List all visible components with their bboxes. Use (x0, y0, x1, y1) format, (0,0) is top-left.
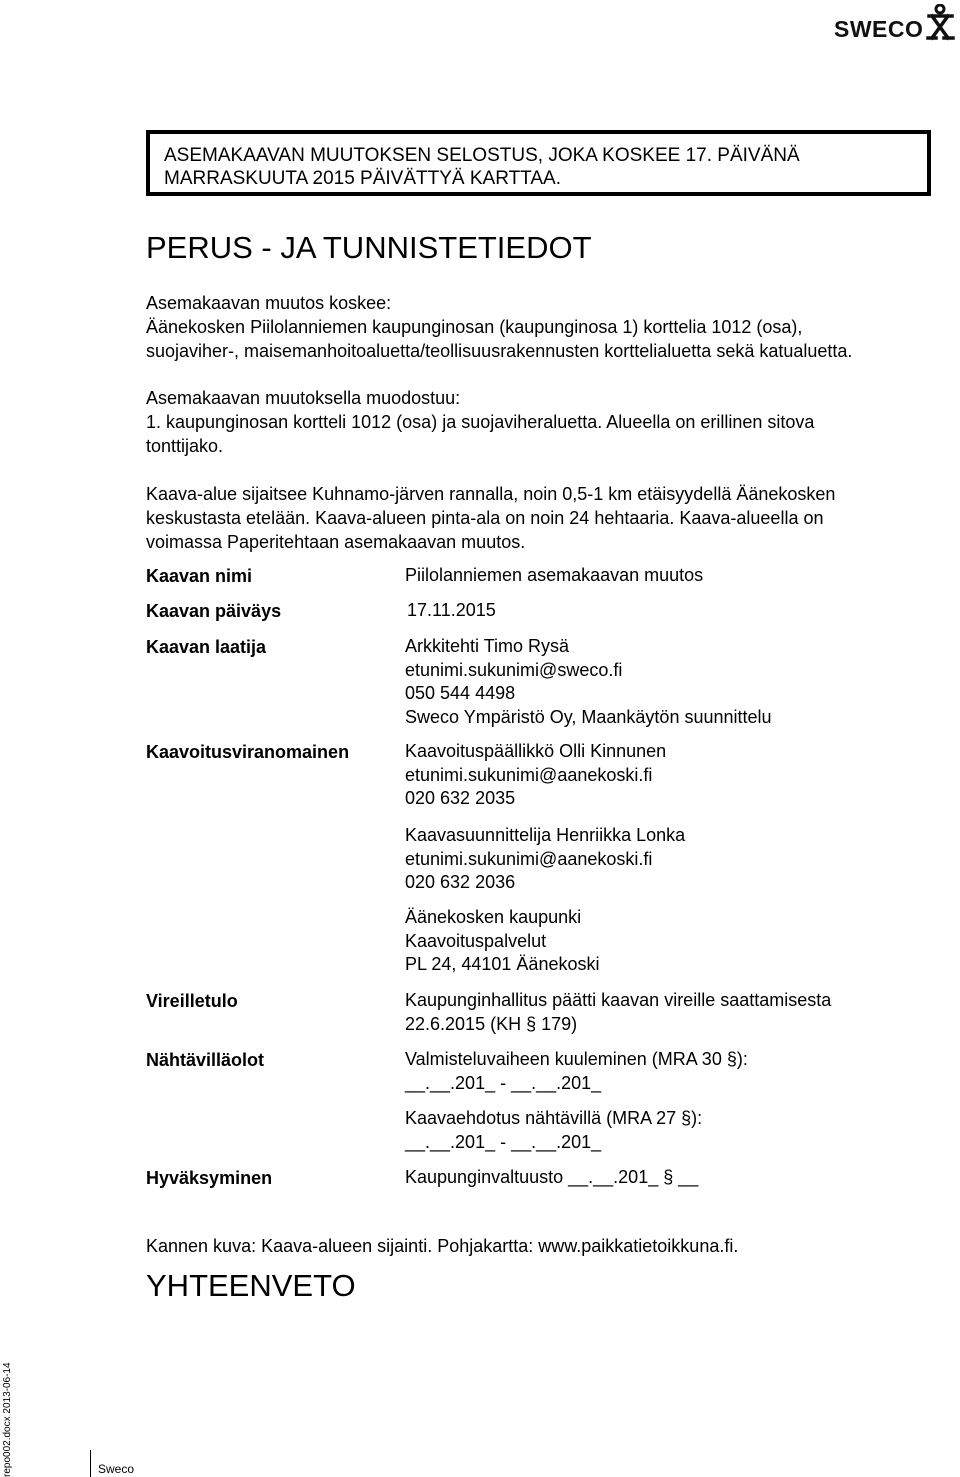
section-plan-scope (146, 291, 926, 363)
authority-block-3 (405, 906, 599, 977)
display-1-line-1: Valmisteluvaiheen kuuleminen (MRA 30 §): (405, 1049, 748, 1069)
authority-1-name: Kaavoituspäällikkö Olli Kinnunen (405, 741, 667, 761)
initiation-block (405, 989, 831, 1036)
plan-date-label: Kaavan päiväys (146, 601, 282, 621)
document-id-side-text: repo002.docx 2013-06-14 (2, 1362, 13, 1477)
author-email: etunimi.sukunimi@sweco.fi (405, 659, 623, 680)
sweco-logo (834, 4, 956, 42)
plan-author-label: Kaavan laatija (146, 637, 267, 657)
display-label: Nähtävilläolot (146, 1050, 265, 1070)
footer-divider (90, 1450, 91, 1477)
scope-line-1: Asemakaavan muutos koskee: (146, 293, 392, 313)
notice-line-1: ASEMAKAAVAN MUUTOKSEN SELOSTUS, JOKA KOSKEE 17. PÄIVÄNÄ (164, 145, 800, 166)
location-line-2: keskustasta etelään. Kaava-alueen pinta-ala on noin 24 hehtaaria. Kaava-alueella on (146, 508, 824, 528)
initiation-line-1: Kaupunginhallitus päätti kaavan vireille saattamisesta (405, 990, 832, 1010)
notice-line-2: MARRASKUUTA 2015 PÄIVÄTTYÄ KARTTAA. (164, 168, 562, 189)
plan-author-block (405, 635, 772, 729)
authority-3-address: PL 24, 44101 Äänekoski (405, 954, 600, 974)
initiation-line-2: 22.6.2015 (KH § 179) (405, 1013, 578, 1034)
authority-3-dept: Kaavoituspalvelut (405, 930, 547, 951)
cover-caption (146, 1234, 926, 1258)
authority-2-phone: 020 632 2036 (405, 872, 516, 892)
formation-line-1: Asemakaavan muutoksella muodostuu: (146, 388, 461, 408)
display-2-line-2: __.__.201_ - __.__.201_ (405, 1131, 602, 1152)
summary-heading: YHTEENVETO (146, 1268, 356, 1303)
plan-name-value: Piilolanniemen asemakaavan muutos (405, 565, 704, 585)
authority-1-phone: 020 632 2035 (405, 788, 516, 808)
authority-2-name: Kaavasuunnittelija Henriikka Lonka (405, 825, 686, 845)
approval-value: Kaupunginvaltuusto __.__.201_ § __ (405, 1167, 699, 1187)
logo-text: SWECO (834, 16, 924, 42)
author-name: Arkkitehti Timo Rysä (405, 636, 570, 656)
display-2-line-1: Kaavaehdotus nähtävillä (MRA 27 §): (405, 1108, 703, 1128)
authority-1-email: etunimi.sukunimi@aanekoski.fi (405, 764, 653, 785)
author-company: Sweco Ympäristö Oy, Maankäytön suunnittelu (405, 706, 772, 727)
authority-3-org: Äänekosken kaupunki (405, 907, 582, 927)
formation-line-2: 1. kaupunginosan kortteli 1012 (osa) ja suojaviheraluetta. Alueella on erillinen sitova (146, 412, 815, 432)
scope-line-2: Äänekosken Piilolanniemen kaupunginosan (kaupunginosa 1) korttelia 1012 (osa), (146, 317, 803, 337)
authority-block-2 (405, 824, 685, 895)
location-line-3: voimassa Paperitehtaan asemakaavan muutos. (146, 532, 526, 552)
location-line-1: Kaava-alue sijaitsee Kuhnamo-järven rannalla, noin 0,5-1 km etäisyydellä Äänekosken (146, 484, 836, 504)
authority-2-email: etunimi.sukunimi@aanekoski.fi (405, 848, 653, 869)
sweco-figure-icon (926, 4, 956, 42)
author-phone: 050 544 4498 (405, 683, 516, 703)
page-heading: PERUS - JA TUNNISTETIEDOT (146, 230, 592, 265)
cover-caption-text: Kannen kuva: Kaava-alueen sijainti. Pohjakartta: www.paikkatietoikkuna.fi. (146, 1236, 739, 1256)
section-plan-location (146, 482, 926, 554)
display-block-1 (405, 1048, 748, 1095)
plan-date-value: 17.11.2015 (407, 600, 496, 620)
section-plan-formation (146, 386, 926, 458)
notice-box (146, 130, 931, 196)
formation-line-3: tonttijako. (146, 436, 224, 456)
initiation-label: Vireilletulo (146, 991, 238, 1011)
authority-label: Kaavoitusviranomainen (146, 742, 350, 762)
authority-block-1 (405, 740, 666, 811)
display-1-line-2: __.__.201_ - __.__.201_ (405, 1072, 602, 1093)
display-block-2 (405, 1107, 702, 1154)
plan-name-label: Kaavan nimi (146, 566, 253, 586)
scope-line-3: suojaviher-, maisemanhoitoaluetta/teollisuusrakennusten korttelialuetta sekä katualuetta. (146, 341, 853, 361)
approval-label: Hyväksyminen (146, 1168, 273, 1188)
footer-company: Sweco (98, 1462, 135, 1476)
